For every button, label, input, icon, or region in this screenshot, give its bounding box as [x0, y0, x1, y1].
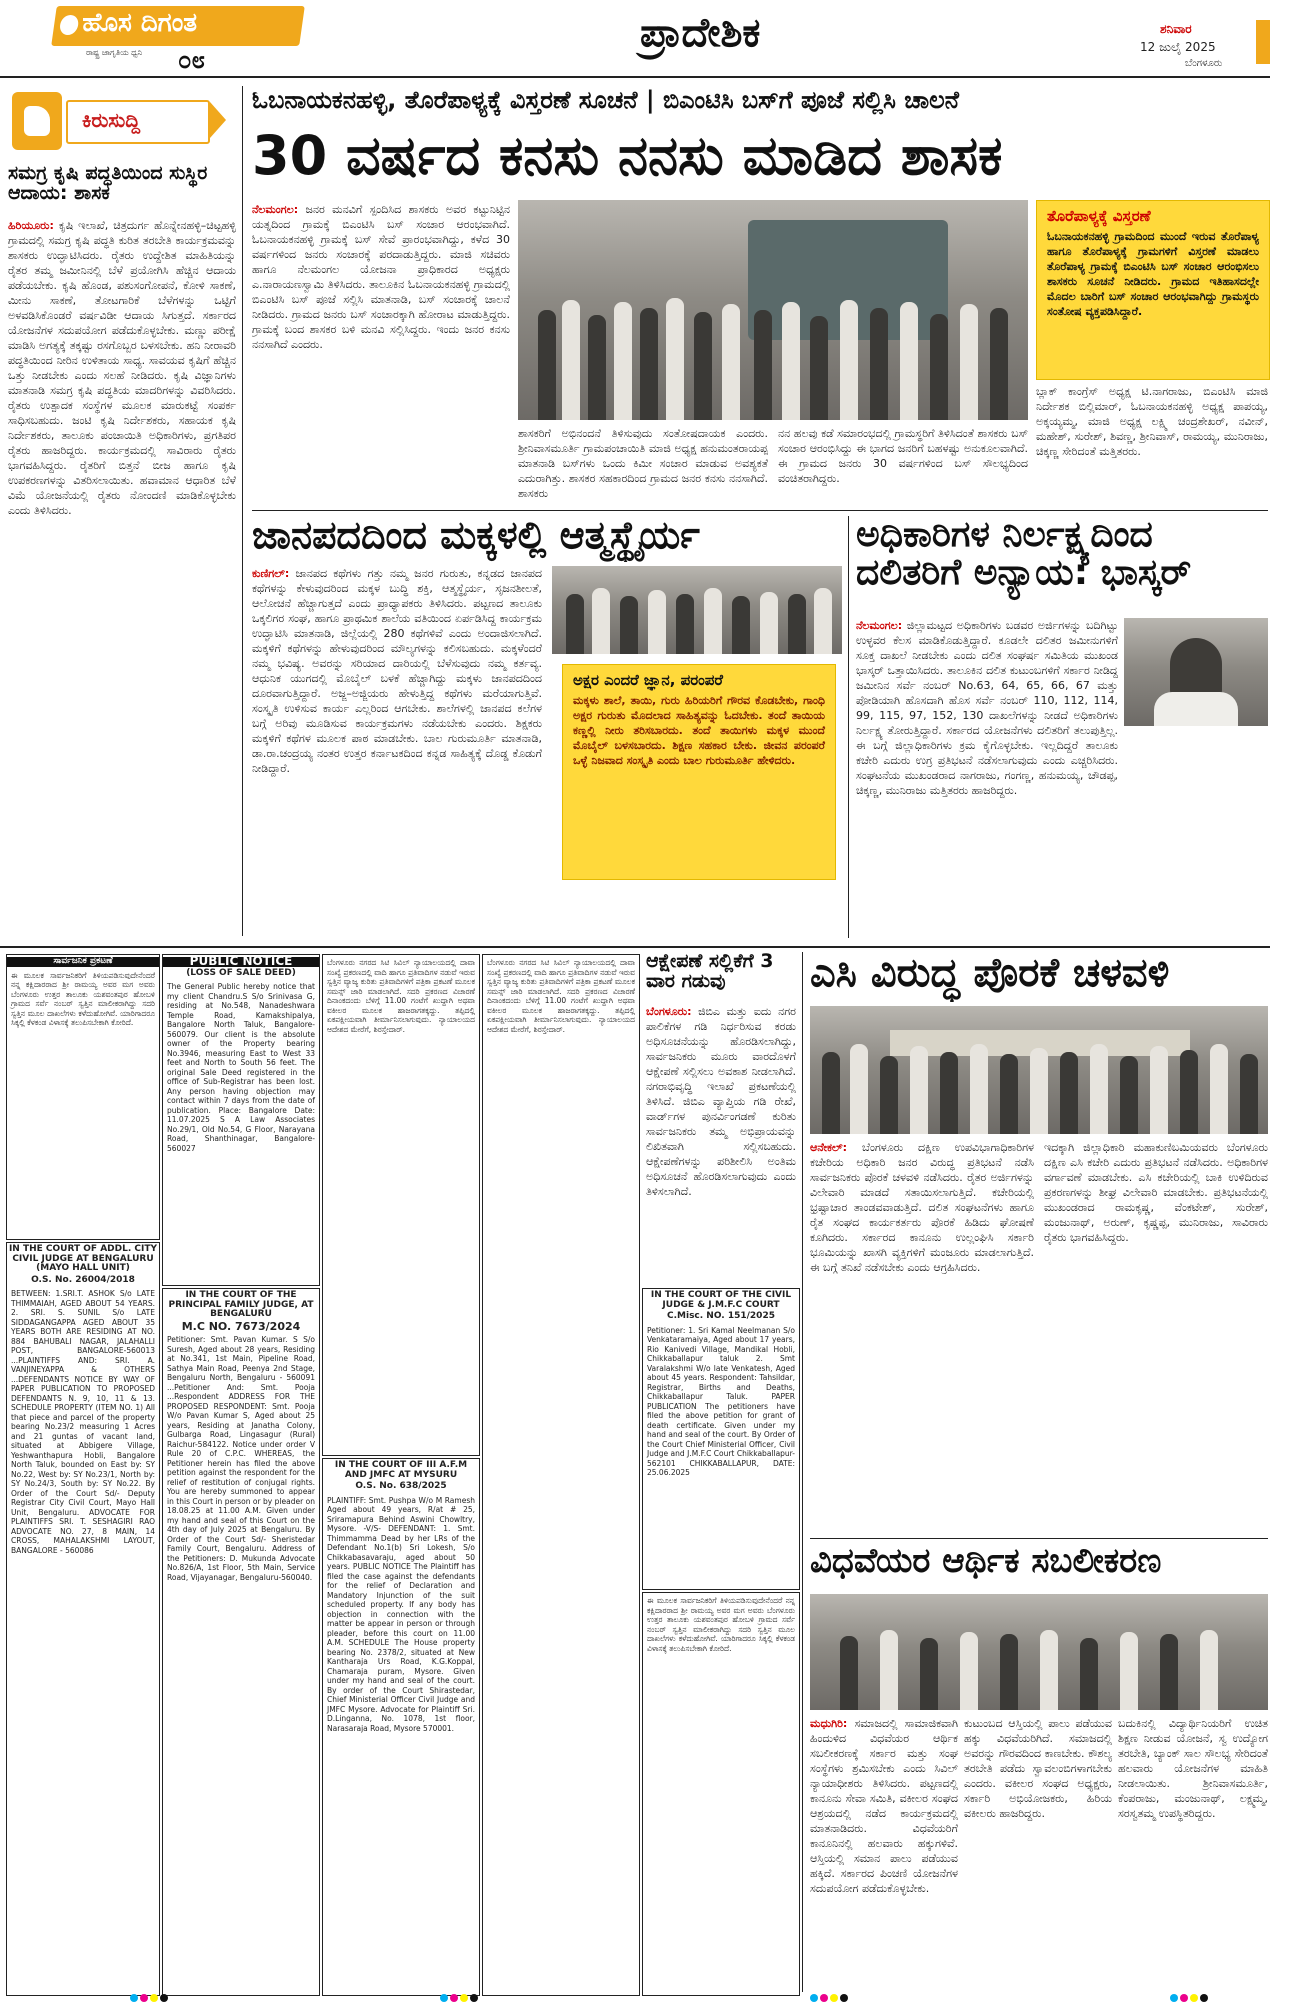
kiru-suddi-banner	[6, 86, 238, 156]
akshepane-text: ಜಿಬಿಎ ಮತ್ತು ಐದು ನಗರ ಪಾಲಿಕೆಗಳ ಗಡಿ ನಿರ್ಧರಿಸುವ ಕರಡು ಅಧಿಸೂಚನೆಯನ್ನು ಹೊರಡಿಸಲಾಗಿದ್ದು, ಸಾರ್ವಜನಿಕರು ಮೂರು ವಾರದೊಳಗೆ ಆಕ್ಷೇಪಣೆ ಸಲ್ಲಿಸಲು ಅವಕಾಶ ನೀಡಲಾಗಿದೆ. ನಗರಾಭಿವೃದ್ಧಿ ಇಲಾಖೆ ಪ್ರಕಟಣೆಯಲ್ಲಿ ತಿಳಿಸಿದೆ. ಜಿಬಿಎ ವ್ಯಾಪ್ತಿಯ ಗಡಿ ರೇಖೆ, ವಾರ್ಡ್‌ಗಳ ಪುನರ್ವಿಂಗಡಣೆ ಕುರಿತು ಸಾರ್ವಜನಿಕರು ತಮ್ಮ ಅಭಿಪ್ರಾಯವನ್ನು ಲಿಖಿತವಾಗಿ ಸಲ್ಲಿಸಬಹುದು. ಆಕ್ಷೇಪಣೆಗಳನ್ನು ಪರಿಶೀಲಿಸಿ ಅಂತಿಮ ಅಧಿಸೂಚನೆ ಹೊರಡಿಸಲಾಗುವುದು ಎಂದು ತಿಳಿಸಲಾಗಿದೆ.	[646, 1005, 796, 1198]
issue-city: ಬೆಂಗಳೂರು	[1185, 58, 1223, 69]
lead-dateline: ನೆಲಮಂಗಲ:	[252, 203, 299, 216]
ads-divider	[802, 952, 803, 1992]
masthead	[0, 0, 1309, 74]
kannada-notice-body: ಈ ಮೂಲಕ ಸಾರ್ವಜನಿಕರಿಗೆ ತಿಳಿಯಪಡಿಸುವುದೇನೆಂದರೆ ನನ್ನ ಕಕ್ಷಿದಾರರಾದ ಶ್ರೀ ರಾಮಯ್ಯ ಅವರ ಮಗ ಅವರು ಬೆಂಗಳೂರು ಉತ್ತರ ತಾಲೂಕು ಯಶವಂತಪುರ ಹೋಬಳಿ ಗ್ರಾಮದ ಸರ್ವೆ ನಂಬರ್ ಸ್ವತ್ತಿನ ಮಾಲೀಕರಾಗಿದ್ದು ಸದರಿ ಸ್ವತ್ತಿನ ಮೂಲ ದಾಖಲೆಗಳು ಕಳೆದುಹೋಗಿವೆ. ಯಾರಿಗಾದರೂ ಸಿಕ್ಕಲ್ಲಿ ಕೆಳಕಂಡ ವಿಳಾಸಕ್ಕೆ ತಲುಪಿಸಬೇಕಾಗಿ ಕೋರಿದೆ.	[11, 970, 155, 1027]
porake-photo	[810, 1006, 1268, 1134]
court-notice-3-title: IN THE COURT OF III A.F.M AND JMFC AT MYSURU	[334, 1460, 468, 1480]
vidhave-col3	[1118, 1716, 1268, 1992]
court-notice-3	[322, 1458, 480, 1996]
vidhave-col2	[964, 1716, 1112, 1992]
left-column-divider	[242, 86, 243, 936]
court-notice-1-title: IN THE COURT OF ADDL. CITY CIVIL JUDGE AT BENGALURU (MAYO HALL UNIT)	[8, 1244, 158, 1273]
kannada-court-notice-c-body: ಈ ಮೂಲಕ ಸಾರ್ವಜನಿಕರಿಗೆ ತಿಳಿಯಪಡಿಸುವುದೇನೆಂದರೆ ನನ್ನ ಕಕ್ಷಿದಾರರಾದ ಶ್ರೀ ರಾಮಯ್ಯ ಅವರ ಮಗ ಅವರು ಬೆಂಗಳೂರು ಉತ್ತರ ತಾಲೂಕು ಯಶವಂತಪುರ ಹೋಬಳಿ ಗ್ರಾಮದ ಸರ್ವೆ ನಂಬರ್ ಸ್ವತ್ತಿನ ಮಾಲೀಕರಾಗಿದ್ದು ಸದರಿ ಸ್ವತ್ತಿನ ಮೂಲ ದಾಖಲೆಗಳು ಕಳೆದುಹೋಗಿವೆ. ಯಾರಿಗಾದರೂ ಸಿಕ್ಕಲ್ಲಿ ಕೆಳಕಂಡ ವಿಳಾಸಕ್ಕೆ ತಲುಪಿಸಬೇಕಾಗಿ ಕೋರಿದೆ.	[647, 1596, 795, 1653]
porake-col1-text: ಬೆಂಗಳೂರು ದಕ್ಷಿಣ ಉಪವಿಭಾಗಾಧಿಕಾರಿಗಳ ಕಚೇರಿಯ ಅಧಿಕಾರಿ ಜನರ ವಿರುದ್ಧ ಪ್ರತಿಭಟನೆ ನಡೆಸಿ ಸಾರ್ವಜನಿಕರು ಪೊರಕೆ ಚಳವಳಿ ನಡೆಸಿದರು. ರೈತರ ಅರ್ಜಿಗಳನ್ನು ವಿಲೇವಾರಿ ಮಾಡದೆ ಸತಾಯಿಸಲಾಗುತ್ತಿದೆ. ಕಚೇರಿಯಲ್ಲಿ ಭ್ರಷ್ಟಾಚಾರ ತಾಂಡವವಾಡುತ್ತಿದೆ. ದಲಿತ ಸಂಘಟನೆಗಳು ಹಾಗೂ ರೈತ ಸಂಘದ ಕಾರ್ಯಕರ್ತರು ಪೊರಕೆ ಹಿಡಿದು ಘೋಷಣೆ ಕೂಗಿದರು. ಸರ್ಕಾರದ ಕಾನೂನು ಉಲ್ಲಂಘಿಸಿ ಸರ್ಕಾರಿ ಭೂಮಿಯನ್ನು ಖಾಸಗಿ ವ್ಯಕ್ತಿಗಳಿಗೆ ಮಂಜೂರು ಮಾಡಲಾಗುತ್ತಿದೆ. ಈ ಬಗ್ಗೆ ತನಿಖೆ ನಡೆಸಬೇಕು ಎಂದು ಆಗ್ರಹಿಸಿದರು.	[810, 1141, 1034, 1274]
court-notice-3-os: O.S. No. 638/2025	[355, 1481, 447, 1491]
lead-col1	[252, 202, 510, 502]
court-notice-1	[6, 1242, 160, 1996]
vidhave-headline: ವಿಧವೆಯರ ಆರ್ಥಿಕ ಸಬಲೀಕರಣ	[810, 1544, 1162, 1581]
bhaskar-headline: ಅಧಿಕಾರಿಗಳ ನಿರ್ಲಕ್ಷ್ಯದಿಂದ ದಲಿತರಿಗೆ ಅನ್ಯಾಯ: ಭಾಸ್ಕರ್	[856, 516, 1192, 593]
kannada-court-notice-c	[642, 1592, 800, 1996]
vidhave-dateline: ಮಧುಗಿರಿ:	[810, 1717, 848, 1730]
akshepane-headline: ಆಕ್ಷೇಪಣೆ ಸಲ್ಲಿಕೆಗೆ 3 ವಾರ ಗಡುವು	[646, 952, 774, 992]
akshepane-body	[646, 1004, 796, 1284]
court-notice-4-body: Petitioner: 1. Sri Kamal Neelmanan S/o Venkataramaiya, Aged about 17 years, Rio Kanivedi Village, Mandikal Hobli, Chikkaballapur taluk 2. Smt Varalakshmi W/o late Venkatesh, Aged about 45 years. Respondent: Tahsildar, Registrar, Births and Deaths, Chikkaballapur Taluk. PAPER PUBLICATION The petitioners have filed the above petition for grant of death certificate. Given under my hand and seal of the court. By Order of the Court Chief Ministerial Officer, Civil Judge and J.M.F.C Court Chikkaballapur-562101 CHIKKABALLAPUR, DATE: 25.06.2025	[647, 1325, 795, 1477]
chevron-right-icon	[210, 102, 226, 138]
janapada-divider	[848, 516, 849, 938]
court-notice-3-body: PLAINTIFF: Smt. Pushpa W/o M Ramesh Aged about 49 years, R/at # 25, Sriramapura Behind Aswini Chowltry, Mysore. -V/S- DEFENDANT: 1. Smt. Thimmamma Dead by her LRs of the Defendant No.1(b) Sri Lokesh, S/o Chikkabasavaraju, aged about 50 years. PUBLIC NOTICE The Plaintiff has filed the case against the defendants for the relief of Declaration and Mandatory Injunction of the suit scheduled property. If any body has objection in connection with the matter be appear in person or through pleader, before this court on 11.00 A.M. SCHEDULE The House property bearing No. 2378/2, situated at New Kantharaja Urs Road, K.G.Koppal, Chamaraja puram, Mysore. Given under my hand and seal of the court. By order of the Court Shirastedar, Chief Ministerial Officer Civil Judge and JMFC Mysore. Advocate for Plaintiff Sri. D.Linganna, No. 1078, 1st floor, Narasaraja Road, Mysore 570001.	[327, 1495, 475, 1733]
paper-tagline: ರಾಷ್ಟ್ರ ಜಾಗೃತಿಯ ಧ್ವನಿ	[86, 48, 143, 57]
lead-col2	[518, 426, 768, 506]
janapada-photo	[552, 566, 842, 654]
kannada-court-notice-a	[322, 954, 480, 1456]
kiru-suddi-column	[6, 86, 238, 938]
kannada-court-notice-a-body: ಬೆಂಗಳೂರು ನಗರದ ಸಿಟಿ ಸಿವಿಲ್ ನ್ಯಾಯಾಲಯದಲ್ಲಿ ದಾವಾ ಸಂಖ್ಯೆ ಪ್ರಕರಣದಲ್ಲಿ ವಾದಿ ಹಾಗೂ ಪ್ರತಿವಾದಿಗಳ ನಡುವೆ ಇರುವ ಸ್ವತ್ತಿನ ವ್ಯಾಜ್ಯ ಕುರಿತು ಪ್ರತಿವಾದಿಗಳಿಗೆ ಪತ್ರಿಕಾ ಪ್ರಕಟಣೆ ಮೂಲಕ ಸಮನ್ಸ್ ಜಾರಿ ಮಾಡಲಾಗಿದೆ. ಸದರಿ ಪ್ರಕರಣದ ವಿಚಾರಣೆ ದಿನಾಂಕದಂದು ಬೆಳಿಗ್ಗೆ 11.00 ಗಂಟೆಗೆ ಖುದ್ದಾಗಿ ಅಥವಾ ವಕೀಲರ ಮೂಲಕ ಹಾಜರಾಗತಕ್ಕದ್ದು. ತಪ್ಪಿದಲ್ಲಿ ಏಕಪಕ್ಷೀಯವಾಗಿ ತೀರ್ಮಾನಿಸಲಾಗುವುದು. ನ್ಯಾಯಾಲಯದ ಆದೇಶದ ಮೇರೆಗೆ, ಶಿರಸ್ತೇದಾರ್.	[327, 958, 475, 1034]
public-notice-title: PUBLIC NOTICE	[163, 957, 319, 967]
janapada-col1	[252, 566, 542, 938]
janapada-col3	[552, 886, 842, 938]
court-notice-2	[162, 1288, 320, 1996]
bhaskar-photo	[1124, 618, 1268, 726]
registration-marks-center-left	[440, 1994, 478, 2002]
public-notice	[162, 954, 320, 1286]
page-number: ೦೮	[178, 46, 205, 74]
kiru-suddi-dateline: ಹಿರಿಯೂರು:	[8, 219, 54, 232]
lead-col3	[778, 426, 1028, 506]
porake-col2	[1044, 1140, 1268, 1532]
registration-marks-center-right	[810, 1994, 848, 2002]
kiru-suddi-text: ಕೃಷಿ ಇಲಾಖೆ, ಚಿತ್ರದುರ್ಗ ಹೊನ್ನೇನಹಳ್ಳಿ–ಚಿಟ್ಟಹಳ್ಳಿ ಗ್ರಾಮದಲ್ಲಿ ಸಮಗ್ರ ಕೃಷಿ ಪದ್ಧತಿ ಕುರಿತ ತರಬೇತಿ ಕಾರ್ಯಕ್ರಮವನ್ನು ಶಾಸಕರು ಉದ್ಘಾಟಿಸಿದರು. ರೈತರು ಉದ್ದೇಶಿತ ಮಾಹಿತಿಯನ್ನು ರೈತರ ತಮ್ಮ ಜಮೀನಿನಲ್ಲಿ ಬೆಳೆ ಪ್ರಯೋಗಿಸಿ ಹೆಚ್ಚಿನ ಆದಾಯ ಪಡೆಯಬೇಕು. ಕೃಷಿ ಹೊಂಡ, ಪಶುಸಂಗೋಪನೆ, ಕೋಳಿ ಸಾಕಣೆ, ಮೀನು ಸಾಕಣೆ, ತೋಟಗಾರಿಕೆ ಬೆಳೆಗಳನ್ನು ಒಟ್ಟಿಗೆ ಅಳವಡಿಸಿಕೊಂಡರೆ ವರ್ಷವಿಡೀ ಆದಾಯ ಸಿಗುತ್ತದೆ. ಸರ್ಕಾರದ ಯೋಜನೆಗಳ ಸದುಪಯೋಗ ಪಡೆದುಕೊಳ್ಳಬೇಕು. ಮಣ್ಣು ಪರೀಕ್ಷೆ ಮಾಡಿಸಿ ಅಗತ್ಯಕ್ಕೆ ತಕ್ಕಷ್ಟು ರಸಗೊಬ್ಬರ ಬಳಸಬೇಕು. ಹನಿ ನೀರಾವರಿ ಪದ್ಧತಿಯಿಂದ ನೀರಿನ ಉಳಿತಾಯ ಸಾಧ್ಯ. ಸಾವಯವ ಕೃಷಿಗೆ ಹೆಚ್ಚಿನ ಒತ್ತು ನೀಡಬೇಕು ಎಂದು ಸಲಹೆ ನೀಡಿದರು. ಕೃಷಿ ವಿಜ್ಞಾನಿಗಳು ಮಾತನಾಡಿ ಸಮಗ್ರ ಕೃಷಿ ಪದ್ಧತಿಯ ಮಾದರಿಗಳನ್ನು ವಿವರಿಸಿದರು. ರೈತರು ಉತ್ಪಾದಕ ಸಂಸ್ಥೆಗಳ ಮೂಲಕ ಮಾರುಕಟ್ಟೆ ಸಂಪರ್ಕ ಸಾಧಿಸಬಹುದು. ಜಂಟಿ ಕೃಷಿ ನಿರ್ದೇಶಕರು, ಸಹಾಯಕ ಕೃಷಿ ನಿರ್ದೇಶಕರು, ತಾಲೂಕು ಪಂಚಾಯಿತಿ ಅಧಿಕಾರಿಗಳು, ಪ್ರಗತಿಪರ ರೈತರು ಹಾಜರಿದ್ದರು. ಕಾರ್ಯಕ್ರಮದಲ್ಲಿ ಸಾವಿರಾರು ರೈತರು ಭಾಗವಹಿಸಿದ್ದರು. ರೈತರಿಗೆ ಬಿತ್ತನೆ ಬೀಜ ಹಾಗೂ ಕೃಷಿ ಉಪಕರಣಗಳನ್ನು ವಿತರಿಸಲಾಯಿತು. ಹವಾಮಾನ ಆಧಾರಿತ ಬೆಳೆ ವಿಮೆ ಯೋಜನೆಯಲ್ಲಿ ರೈತರು ನೋಂದಣಿ ಮಾಡಿಕೊಳ್ಳಬೇಕು ಎಂದು ತಿಳಿಸಿದರು.	[8, 219, 236, 517]
vidhave-col1	[810, 1716, 958, 1992]
akshara-box-body: ಮಕ್ಕಳು ಶಾಲೆ, ತಾಯಿ, ಗುರು ಹಿರಿಯರಿಗೆ ಗೌರವ ಕೊಡಬೇಕು, ಗಾಂಧಿ ಅಕ್ಷರ ಗುರುತು ಮೊದಲಾದ ಸಾಹಿತ್ಯವನ್ನು ಓದಬೇಕು. ತಂದೆ ತಾಯಿಯ ಕಣ್ಣಲ್ಲಿ ನೀರು ತರಿಸಬಾರದು. ತಂದೆ ತಾಯಿಗಳು ಮಕ್ಕಳ ಮುಂದೆ ಮೊಬೈಲ್ ಬಳಸಬಾರದು. ಶಿಕ್ಷಣ ಸಹಕಾರ ಬೇಕು. ಜೀವನ ಪರಂಪರೆ ಒಳ್ಳೆ ನಿಜವಾದ ಸಂಸ್ಕೃತಿ ಎಂದು ಬಾಲ ಗುರುಮೂರ್ತಿ ಹೇಳಿದರು.	[573, 694, 825, 767]
upper-section-divider	[0, 946, 1270, 948]
kannada-court-notice-b	[482, 954, 640, 1996]
kannada-notice	[6, 954, 160, 1240]
public-notice-subtitle: (LOSS OF SALE DEED)	[186, 967, 296, 978]
court-notice-1-body: BETWEEN: 1.SRI.T. ASHOK S/o LATE THIMMAIAH, AGED ABOUT 54 YEARS. 2. SRI. S. SUNIL S/o LATE SIDDAGANGAPPA AGED ABOUT 35 YEARS BOTH ARE RESIDING AT NO. 884 BAHUBALI NAGAR, JALAHALLI POST, BANGALORE-560013 ...PLAINTIFFS AND: SRI. A. VANJINEYAPPA & OTHERS ...DEFENDANTS NOTICE BY WAY OF PAPER PUBLICATION TO PROPOSED DEFENDANTS N. 9, 10, 11 & 13. SCHEDULE PROPERTY (ITEM NO. 1) All that piece and parcel of the property bearing No.23/2 measuring 1 Acres and 21 guntas of vacant land, situated at Abbigere Village, Yeshwanthapura Hobli, Bangalore North Taluk, bounded on East by: SY No.22, West by: SY No.23/1, North by: SY No.24/3, South by: SY No.22. By Order of the Court Sd/- Deputy Registrar City Civil Court, Mayo Hall Unit, Bengaluru. ADVOCATE FOR PLAINTIFFS SRI. T. SESHAGIRI RAO ADVOCATE NO. 27, 8 MAIN, 14 CROSS, MAHALAKSHMI LAYOUT, BANGALORE - 560086	[11, 1289, 155, 1555]
porake-col2-text: ಇದಕ್ಕಾಗಿ ಜಿಲ್ಲಾಧಿಕಾರಿ ಮಹಾಕುಣಿಬಮಿಯವರು ಬೆಂಗಳೂರು ದಕ್ಷಿಣ ಎಸಿ ಕಚೇರಿ ಎದುರು ಪ್ರತಿಭಟನೆ ನಡೆಸಿದರು. ಅಧಿಕಾರಿಗಳ ವರ್ಗಾವಣೆ ಮಾಡಬೇಕು. ಎಸಿ ಕಚೇರಿಯಲ್ಲಿ ಬಾಕಿ ಉಳಿದಿರುವ ಪ್ರಕರಣಗಳನ್ನು ಶೀಘ್ರ ವಿಲೇವಾರಿ ಮಾಡಬೇಕು. ಪ್ರತಿಭಟನೆಯಲ್ಲಿ ಮುಖಂಡರಾದ ರಾಮಕೃಷ್ಣ, ವೆಂಕಟೇಶ್, ಸುರೇಶ್, ಮಂಜುನಾಥ್, ಅರುಣ್, ಕೃಷ್ಣಪ್ಪ, ಮುನಿರಾಜು, ಸಾವಿರಾರು ರೈತರು ಭಾಗವಹಿಸಿದ್ದರು.	[1044, 1141, 1268, 1244]
toreplya-box-body: ಓಬನಾಯಕನಹಳ್ಳಿ ಗ್ರಾಮದಿಂದ ಮುಂದೆ ಇರುವ ತೊರೆಪಾಳ್ಯ ಹಾಗೂ ತೊರೆಪಾಳ್ಯಕ್ಕೆ ಗ್ರಾಮಗಳಿಗೆ ವಿಸ್ತರಣೆ ಮಾಡಲು ತೊರೆಪಾಳ್ಯ ಗ್ರಾಮಕ್ಕೆ ಬಿಎಂಟಿಸಿ ಬಸ್ ಸಂಚಾರ ಆರಂಭಿಸಲು ಶಾಸಕರು ಸೂಚನೆ ನೀಡಿದರು. ಗ್ರಾಮದ ಇತಿಹಾಸದಲ್ಲೇ ಮೊದಲ ಬಾರಿಗೆ ಬಸ್ ಸಂಚಾರ ಆರಂಭವಾಗಿದ್ದು ಗ್ರಾಮಸ್ಥರು ಸಂತೋಷ ವ್ಯಕ್ತಪಡಿಸಿದ್ದಾರೆ.	[1047, 230, 1259, 318]
kiru-suddi-label: ಕಿರುಸುದ್ದಿ	[82, 108, 141, 132]
vidhave-photo	[810, 1594, 1268, 1710]
court-notice-4	[642, 1288, 800, 1590]
akshara-box	[562, 664, 836, 880]
masthead-accent-bar	[1256, 20, 1270, 64]
porake-headline: ಎಸಿ ವಿರುದ್ಧ ಪೊರಕೆ ಚಳವಳಿ	[810, 952, 1170, 996]
vidhave-col3-text: ಬದುಕಿನಲ್ಲಿ ವಿದ್ಯಾರ್ಥಿನಿಯರಿಗೆ ಉಚಿತ ಶಿಕ್ಷಣ ನೀಡುವ ಯೋಜನೆ, ಸ್ವ ಉದ್ಯೋಗ ತರಬೇತಿ, ಬ್ಯಾಂಕ್ ಸಾಲ ಸೌಲಭ್ಯ ಸೇರಿದಂತೆ ಹಲವಾರು ಯೋಜನೆಗಳ ಮಾಹಿತಿ ನೀಡಲಾಯಿತು. ಶ್ರೀನಿವಾಸಮೂರ್ತಿ, ಕೆಂಪರಾಜು, ಮಂಜುನಾಥ್, ಲಕ್ಷ್ಮಮ್ಮ, ಸರಸ್ವತಮ್ಮ ಉಪಸ್ಥಿತರಿದ್ದರು.	[1118, 1717, 1268, 1820]
court-notice-2-mc: M.C NO. 7673/2024	[181, 1319, 301, 1333]
court-notice-4-misc: C.Misc. NO. 151/2025	[667, 1311, 775, 1321]
lead-col2-text: ಶಾಸಕರಿಗೆ ಅಭಿನಂದನೆ ತಿಳಿಸುವುದು ಸಂತೋಷದಾಯಕ ಎಂದರು. ಶ್ರೀನಿವಾಸಮೂರ್ತಿ ಗ್ರಾಮಪಂಚಾಯಿತಿ ಮಾಜಿ ಅಧ್ಯಕ್ಷ ಹನುಮಂತರಾಯಪ್ಪ ಮಾತನಾಡಿ ಬಸ್‌ಗಳು ಒಂದು ಕಿಮೀ ಸಂಚಾರ ಮಾಡುವ ಅವಶ್ಯಕತೆ ಎದುರಾಗಿತ್ತು. ಶಾಸಕರ ಸಹಕಾರದಿಂದ ಗ್ರಾಮದ ಜನರ ಕನಸು ನನಸಾಗಿದೆ. ಶಾಸಕರು	[518, 427, 768, 500]
lead-headline: 30 ವರ್ಷದ ಕನಸು ನನಸು ಮಾಡಿದ ಶಾಸಕ	[252, 128, 1003, 187]
bhaskar-body	[856, 618, 1118, 938]
janapada-dateline: ಕುಣಿಗಲ್:	[252, 567, 290, 580]
janapada-headline: ಜಾನಪದದಿಂದ ಮಕ್ಕಳಲ್ಲಿ ಆತ್ಮಸ್ಥೈರ್ಯ	[252, 516, 700, 557]
toreplya-box-title: ತೊರೆಪಾಳ್ಯಕ್ಕೆ ವಿಸ್ತರಣೆ	[1047, 207, 1151, 225]
akshara-box-title: ಅಕ್ಷರ ಎಂದರೆ ಜ್ಞಾನ, ಪರಂಪರೆ	[573, 671, 723, 689]
court-notice-2-title: IN THE COURT OF THE PRINCIPAL FAMILY JUDGE, AT BENGALURU	[168, 1290, 314, 1319]
pointing-hand-icon	[12, 92, 62, 150]
logo-emblem	[59, 15, 80, 35]
janapada-text: ಜಾನಪದ ಕಥೆಗಳು ಗತ್ತು ನಮ್ಮ ಜನರ ಗುರುತು, ಕನ್ನಡದ ಜಾನಪದ ಕಥೆಗಳನ್ನು ಕೇಳುವುದರಿಂದ ಮಕ್ಕಳ ಬುದ್ಧಿ ಶಕ್ತಿ, ಆತ್ಮಸ್ಥೈರ್ಯ, ಸೃಜನಶೀಲತೆ, ಆಲೋಚನೆ ಹೆಚ್ಚಾಗುತ್ತದೆ ಎಂದು ಪ್ರಾಧ್ಯಾಪಕರು ತಿಳಿಸಿದರು. ಪಟ್ಟಣದ ತಾಲೂಕು ಒಕ್ಕಲಿಗರ ಸಂಘ, ಹಾಗೂ ಪ್ರಾಥಮಿಕ ಶಾಲೆಯ ವತಿಯಿಂದ ಏರ್ಪಡಿಸಿದ್ದ ಕಾರ್ಯಕ್ರಮ ಉದ್ಘಾಟಿಸಿ ಮಾತನಾಡಿ, ಜಿಲ್ಲೆಯಲ್ಲಿ 280 ಕಥೆಗಳಿವೆ ಎಂದು ಅಂದಾಜಿಸಲಾಗಿದೆ. ಮಕ್ಕಳಿಗೆ ಕಥೆಗಳನ್ನು ಹೇಳುವುದರಿಂದ ಮೌಲ್ಯಗಳನ್ನು ಕಲಿಸಬಹುದು. ಮಕ್ಕಳೆಂದರೆ ನಮ್ಮ ಭವಿಷ್ಯ. ಅವರನ್ನು ಸರಿಯಾದ ದಾರಿಯಲ್ಲಿ ಬೆಳೆಸುವುದು ನಮ್ಮ ಕರ್ತವ್ಯ. ಆಧುನಿಕ ಯುಗದಲ್ಲಿ ಮೊಬೈಲ್ ಬಳಕೆ ಹೆಚ್ಚಾಗಿದ್ದು ಮಕ್ಕಳು ಜಾನಪದದಿಂದ ದೂರವಾಗುತ್ತಿದ್ದಾರೆ. ಅಜ್ಜ–ಅಜ್ಜಿಯರು ಹೇಳುತ್ತಿದ್ದ ಕಥೆಗಳು ಮರೆಯಾಗುತ್ತಿವೆ. ಸಂಸ್ಕೃತಿ ಉಳಿಸುವ ಕಾರ್ಯ ಎಲ್ಲರಿಂದ ಆಗಬೇಕು. ಶಾಲೆಗಳಲ್ಲಿ ಜಾನಪದ ಕಲೆಗಳ ಬಗ್ಗೆ ಅರಿವು ಮೂಡಿಸುವ ಕಾರ್ಯಕ್ರಮಗಳು ನಡೆಯಬೇಕು ಎಂದರು. ಶಿಕ್ಷಕರು ಮಕ್ಕಳಿಗೆ ಕಥೆಗಳ ಮೂಲಕ ಪಾಠ ಮಾಡಬೇಕು. ಬಾಲ ಗುರುಮೂರ್ತಿ ಮಾತನಾಡಿ, ಡಾ.ರಾ.ಚಂದ್ರಯ್ಯ ನಂತರ ಉತ್ತರ ಕರ್ನಾಟಕದಿಂದ ಕನ್ನಡ ಸಾಹಿತ್ಯಕ್ಕೆ ದೊಡ್ಡ ಕೊಡುಗೆ ನೀಡಿದ್ದಾರೆ.	[252, 567, 542, 775]
porake-divider	[810, 1538, 1268, 1539]
kiru-suddi-label-box	[66, 100, 210, 144]
court-notice-4-title: IN THE COURT OF THE CIVIL JUDGE & J.M.F.C COURT	[650, 1290, 792, 1310]
masthead-divider	[0, 76, 1270, 78]
registration-marks-left	[130, 1994, 168, 2002]
lead-col1-text: ಜನರ ಮನವಿಗೆ ಸ್ಪಂದಿಸಿದ ಶಾಸಕರು ಅವರ ಕಟ್ಟುನಿಟ್ಟಿನ ಯತ್ನದಿಂದ ಗ್ರಾಮಕ್ಕೆ ಬಿಎಂಟಿಸಿ ಬಸ್ ಸಂಚಾರ ಆರಂಭವಾಗಿದೆ. ಓಬನಾಯಕನಹಳ್ಳಿ ಗ್ರಾಮಕ್ಕೆ ಬಸ್ ಸೇವೆ ಪ್ರಾರಂಭವಾಗಿದ್ದು, ಕಳೆದ 30 ವರ್ಷಗಳಿಂದ ಜನರು ಸಂಚಾರಕ್ಕೆ ಪರದಾಡುತ್ತಿದ್ದರು. ಮಾಜಿ ಸಚಿವರು ಹಾಗೂ ನೆಲಮಂಗಲ ಯೋಜನಾ ಪ್ರಾಧಿಕಾರದ ಅಧ್ಯಕ್ಷರು ಎ.ನಾರಾಯಣಸ್ವಾಮಿ ತಿಳಿಸಿದರು. ತಾಲೂಕಿನ ಓಬನಾಯಕನಹಳ್ಳಿ ಗ್ರಾಮದಲ್ಲಿ ಬಿಎಂಟಿಸಿ ಬಸ್ ಪೂಜೆ ಸಲ್ಲಿಸಿ ಮಾತನಾಡಿ, ಬಸ್ ಸಂಚಾರಕ್ಕೆ ಚಾಲನೆ ನೀಡಿದರು. ಗ್ರಾಮದ ಜನರು ಬಸ್ ಸಂಚಾರಕ್ಕಾಗಿ ಹೋರಾಟ ಮಾಡುತ್ತಿದ್ದರು. ಗ್ರಾಮಕ್ಕೆ ಬಂದ ಶಾಸಕರ ಬಳಿ ಮನವಿ ಸಲ್ಲಿಸಿದ್ದರು. ಇಂದು ಜನರ ಕನಸು ನನಸಾಗಿದೆ ಎಂದರು.	[252, 203, 510, 351]
public-notice-body: The General Public hereby notice that my client Chandru.S S/o Srinivasa G, residing at No.548, Nanadeshwara Temple Road, Kamakshipalya, Bangalore North Taluk, Bangalore-560079. Our client is the absolute owner of the Property bearing No.3946, measuring East to West 33 feet and North to South 56 feet. The original Sale Deed registered in the office of Sub-Registrar has been lost. Any person having objection may contact within 7 days from the date of publication. Place: Bangalore Date: 11.07.2025 S A Law Associates No.29/1, Old No.54, G Floor, Narayana Road, Shanthinagar, Bangalore-560027	[167, 982, 315, 1153]
kiru-suddi-headline: ಸಮಗ್ರ ಕೃಷಿ ಪದ್ಧತಿಯಿಂದ ಸುಸ್ಥಿರ ಆದಾಯ: ಶಾಸಕ	[8, 164, 208, 204]
bhaskar-text: ಜಿಲ್ಲಾಮಟ್ಟದ ಅಧಿಕಾರಿಗಳು ಬಡವರ ಅರ್ಜಿಗಳನ್ನು ಬದಿಗಿಟ್ಟು ಉಳ್ಳವರ ಕೆಲಸ ಮಾಡಿಕೊಡುತ್ತಿದ್ದಾರೆ. ಕೂಡಲೇ ದಲಿತರ ಜಮೀನುಗಳಿಗೆ ಸೂಕ್ತ ದಾಖಲೆ ನೀಡಬೇಕು ಎಂದು ದಲಿತ ಸಂಘರ್ಷ ಸಮಿತಿಯ ಮುಖಂಡ ಭಾಸ್ಕರ್ ಒತ್ತಾಯಿಸಿದರು. ತಾಲೂಕಿನ ದಲಿತ ಕುಟುಂಬಗಳಿಗೆ ಸರ್ಕಾರ ನೀಡಿದ್ದ ಜಮೀನಿನ ಸರ್ವೆ ನಂಬರ್ No.63, 64, 65, 66, 67 ಮತ್ತು ಪೋಡಿಯಾಗಿ ಹೊಸದಾಗಿ ಹೊಸ ಸರ್ವೆ ನಂಬರ್ 110, 112, 114, 99, 115, 97, 152, 130 ದಾಖಲೆಗಳನ್ನು ನೀಡದೆ ಅಧಿಕಾರಿಗಳು ನಿರ್ಲಕ್ಷ್ಯ ತೋರುತ್ತಿದ್ದಾರೆ. ಸರ್ಕಾರದ ಯೋಜನೆಗಳು ದಲಿತರಿಗೆ ತಲುಪುತ್ತಿಲ್ಲ. ಈ ಬಗ್ಗೆ ಜಿಲ್ಲಾಧಿಕಾರಿಗಳು ಕ್ರಮ ಕೈಗೊಳ್ಳಬೇಕು. ಇಲ್ಲದಿದ್ದರೆ ತಾಲೂಕು ಕಚೇರಿ ಎದುರು ಉಗ್ರ ಪ್ರತಿಭಟನೆ ನಡೆಸಲಾಗುವುದು ಎಂದು ಎಚ್ಚರಿಸಿದರು. ಸಂಘಟನೆಯ ಮುಖಂಡರಾದ ನಾಗರಾಜು, ಗಂಗಣ್ಣ, ಹನುಮಯ್ಯ, ಚೌಡಪ್ಪ, ಚಿಕ್ಕಣ್ಣ, ಮುನಿರಾಜು ಮತ್ತಿತರರು ಹಾಜರಿದ್ದರು.	[856, 619, 1118, 797]
kiru-suddi-body	[8, 218, 236, 938]
court-notice-1-os: O.S. No. 26004/2018	[31, 1274, 135, 1285]
vidhave-col2-text: ಕುಟುಂಬದ ಆಸ್ತಿಯಲ್ಲಿ ಪಾಲು ಪಡೆಯುವ ಹಕ್ಕು ವಿಧವೆಯರಿಗಿದೆ. ಸಮಾಜದಲ್ಲಿ ಅವರನ್ನು ಗೌರವದಿಂದ ಕಾಣಬೇಕು. ಕೌಶಲ್ಯ ತರಬೇತಿ ಪಡೆದು ಸ್ವಾವಲಂಬಿಗಳಾಗಬೇಕು ಎಂದರು. ವಕೀಲರ ಸಂಘದ ಅಧ್ಯಕ್ಷರು, ಸರ್ಕಾರಿ ಅಭಿಯೋಜಕರು, ಹಿರಿಯ ವಕೀಲರು ಹಾಜರಿದ್ದರು.	[964, 1717, 1112, 1820]
paper-name: ಹೊಸ ದಿಗಂತ	[82, 8, 198, 38]
paper-logo	[51, 6, 305, 46]
lead-col3-text: ನನ ಹಲವು ಕಡೆ ಸಮಾರಂಭದಲ್ಲಿ ಗ್ರಾಮಸ್ಥರಿಗೆ ತಿಳಿಸಿದಂತೆ ಶಾಸಕರು ಬಸ್ ಸಂಚಾರ ಆರಂಭಿಸಿದ್ದು ಈ ಭಾಗದ ಜನರಿಗೆ ಬಹಳಷ್ಟು ಅನುಕೂಲವಾಗಿದೆ. ಈ ಗ್ರಾಮದ ಜನರು 30 ವರ್ಷಗಳಿಂದ ಬಸ್ ಸೌಲಭ್ಯದಿಂದ ವಂಚಿತರಾಗಿದ್ದರು.	[778, 427, 1028, 485]
lead-kicker: ಓಬನಾಯಕನಹಳ್ಳಿ, ತೊರೆಪಾಳ್ಯಕ್ಕೆ ವಿಸ್ತರಣೆ ಸೂಚನೆ | ಬಿಎಂಟಿಸಿ ಬಸ್‌ಗೆ ಪೂಜೆ ಸಲ್ಲಿಸಿ ಚಾಲನೆ	[252, 88, 960, 114]
issue-date: 12 ಜುಲೈ 2025	[1140, 40, 1216, 54]
kannada-court-notice-b-body: ಬೆಂಗಳೂರು ನಗರದ ಸಿಟಿ ಸಿವಿಲ್ ನ್ಯಾಯಾಲಯದಲ್ಲಿ ದಾವಾ ಸಂಖ್ಯೆ ಪ್ರಕರಣದಲ್ಲಿ ವಾದಿ ಹಾಗೂ ಪ್ರತಿವಾದಿಗಳ ನಡುವೆ ಇರುವ ಸ್ವತ್ತಿನ ವ್ಯಾಜ್ಯ ಕುರಿತು ಪ್ರತಿವಾದಿಗಳಿಗೆ ಪತ್ರಿಕಾ ಪ್ರಕಟಣೆ ಮೂಲಕ ಸಮನ್ಸ್ ಜಾರಿ ಮಾಡಲಾಗಿದೆ. ಸದರಿ ಪ್ರಕರಣದ ವಿಚಾರಣೆ ದಿನಾಂಕದಂದು ಬೆಳಿಗ್ಗೆ 11.00 ಗಂಟೆಗೆ ಖುದ್ದಾಗಿ ಅಥವಾ ವಕೀಲರ ಮೂಲಕ ಹಾಜರಾಗತಕ್ಕದ್ದು. ತಪ್ಪಿದಲ್ಲಿ ಏಕಪಕ್ಷೀಯವಾಗಿ ತೀರ್ಮಾನಿಸಲಾಗುವುದು. ನ್ಯಾಯಾಲಯದ ಆದೇಶದ ಮೇರೆಗೆ, ಶಿರಸ್ತೇದಾರ್.	[487, 958, 635, 1034]
bhaskar-dateline: ನೆಲಮಂಗಲ:	[856, 619, 903, 632]
section-title: ಪ್ರಾದೇಶಿಕ	[640, 10, 761, 56]
lead-col4-text: ಬ್ಲಾಕ್ ಕಾಂಗ್ರೆಸ್ ಅಧ್ಯಕ್ಷ ಟಿ.ನಾಗರಾಜು, ಬಿಎಂಟಿಸಿ ಮಾಜಿ ನಿರ್ದೇಶಕ ಬಿಲ್ಲಿಮಾರ್, ಓಬನಾಯಕನಹಳ್ಳಿ ಅಧ್ಯಕ್ಷ ಪಾಪಯ್ಯ, ಅಕ್ಕಯ್ಯಮ್ಮ, ಮಾಜಿ ಅಧ್ಯಕ್ಷ ಲಕ್ಷ್ಮಿ ಚಂದ್ರಶೇಖರ್, ನವೀನ್, ಮಹೇಶ್, ಸುರೇಶ್, ಶಿವಣ್ಣ, ಶ್ರೀನಿವಾಸ್, ರಾಮಯ್ಯ, ಮುನಿರಾಜು, ಚಿಕ್ಕಣ್ಣ ಸೇರಿದಂತೆ ಮತ್ತಿತರರು.	[1036, 385, 1268, 458]
issue-day: ಶನಿವಾರ	[1160, 22, 1192, 36]
porake-dateline: ಆನೇಕಲ್:	[810, 1141, 848, 1154]
lead-col4	[1036, 384, 1268, 506]
kannada-notice-title: ಸಾರ್ವಜನಿಕ ಪ್ರಕಟಣೆ	[7, 957, 159, 967]
vidhave-col1-text: ಸಮಾಜದಲ್ಲಿ ಸಾಮಾಜಿಕವಾಗಿ ಹಿಂದುಳಿದ ವಿಧವೆಯರ ಆರ್ಥಿಕ ಸಬಲೀಕರಣಕ್ಕೆ ಸರ್ಕಾರ ಮತ್ತು ಸಂಘ ಸಂಸ್ಥೆಗಳು ಶ್ರಮಿಸಬೇಕು ಎಂದು ಸಿವಿಲ್ ನ್ಯಾಯಾಧೀಶರು ತಿಳಿಸಿದರು. ಪಟ್ಟಣದಲ್ಲಿ ಕಾನೂನು ಸೇವಾ ಸಮಿತಿ, ವಕೀಲರ ಸಂಘದ ಆಶ್ರಯದಲ್ಲಿ ನಡೆದ ಕಾರ್ಯಕ್ರಮದಲ್ಲಿ ಮಾತನಾಡಿದರು. ವಿಧವೆಯರಿಗೆ ಕಾನೂನಿನಲ್ಲಿ ಹಲವಾರು ಹಕ್ಕುಗಳಿವೆ. ಆಸ್ತಿಯಲ್ಲಿ ಸಮಾನ ಪಾಲು ಪಡೆಯುವ ಹಕ್ಕಿದೆ. ಸರ್ಕಾರದ ಪಿಂಚಣಿ ಯೋಜನೆಗಳ ಸದುಪಯೋಗ ಪಡೆದುಕೊಳ್ಳಬೇಕು.	[810, 1717, 958, 1895]
lead-photo	[518, 200, 1028, 420]
court-notice-2-body: Petitioner: Smt. Pavan Kumar. S S/o Suresh, Aged about 28 years, Residing at No.341, 1st Main, Pipeline Road, Sathya Main Road, Peenya 2nd Stage, Bengaluru North, Bengaluru - 560091 ...Petitioner And: Smt. Pooja ...Respondent ADDRESS FOR THE PROPOSED RESPONDENT: Smt. Pooja W/o Pavan Kumar S, Aged about 25 years, Residing at Janatha Colony, Gulbarga Road, Lingasagur (Rural) Raichur-584122. Notice under order V Rule 20 of C.P.C. WHEREAS, the Petitioner herein has filed the above petition against the respondent for the relief of restitution of conjugal rights. You are hereby summoned to appear in this Court in person or by pleader on 18.08.25 at 11.00 A.M. Given under my hand and seal of this Court on the 4th day of July 2025 at Bengaluru. By Order of the Court Sd/- Sheristedar Family Court, Bengaluru. Address of the Petitioners: D. Mukunda Advocate No.826/A, 1st Floor, 5th Main, Service Road, Vijayanagar, Bengaluru-560040.	[167, 1335, 315, 1582]
porake-col1	[810, 1140, 1034, 1532]
akshepane-dateline: ಬೆಂಗಳೂರು:	[646, 1005, 692, 1018]
toreplya-box	[1036, 200, 1270, 380]
lead-bottom-divider	[252, 510, 1268, 511]
registration-marks-right	[1170, 1994, 1208, 2002]
